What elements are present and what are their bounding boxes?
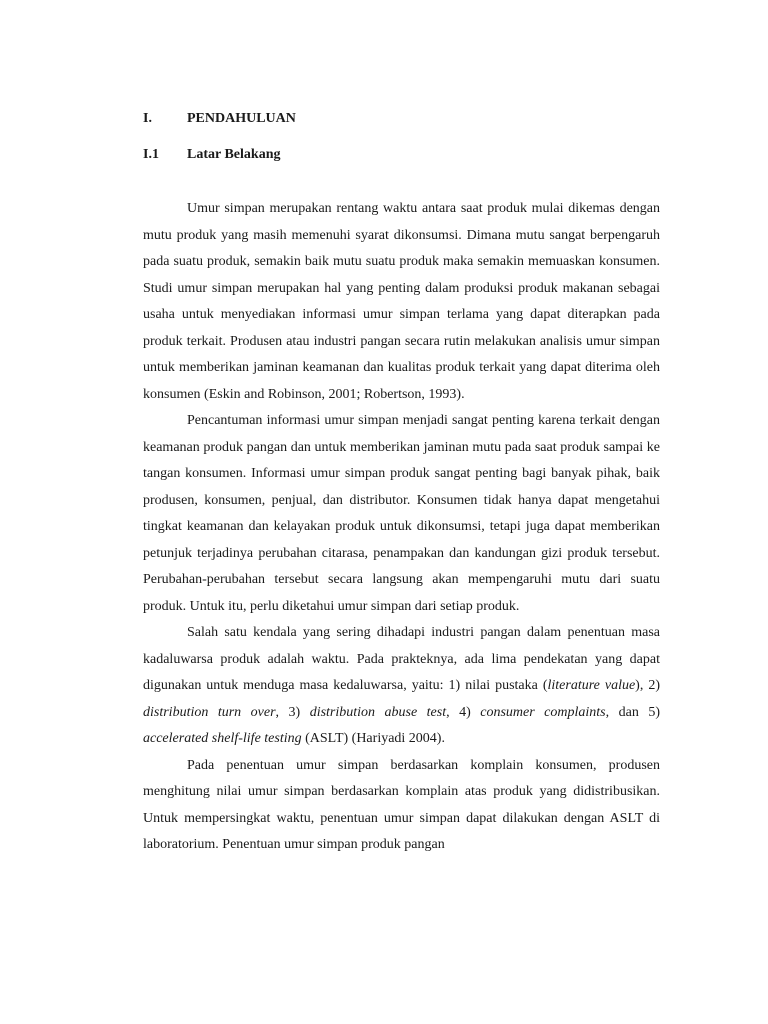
paragraph-1: Umur simpan merupakan rentang waktu antara saat produk mulai dikemas dengan mutu produk yang masih memenuhi syarat dikonsumsi. Dimana mutu sangat berpengaruh pada suatu produk, semakin baik mutu suatu produk maka semakin memuaskan konsumen. Studi umur simpan merupakan hal yang penting dalam produksi produk makanan sebagai usaha untuk menyediakan informasi umur simpan terlama yang dapat diterapkan pada produk terkait. Produsen atau industri pangan secara rutin melakukan analisis umur simpan untuk memberikan jaminan keamanan dan kualitas produk terkait yang dapat diterima oleh konsumen (Eskin and Robinson, 2001; Robertson, 1993). bbox=[143, 201, 660, 402]
paragraph-2: Pencantuman informasi umur simpan menjadi sangat penting karena terkait dengan keamanan produk pangan dan untuk memberikan jaminan mutu pada saat produk sampai ke tangan konsumen. Informasi umur simpan produk sangat penting bagi banyak pihak, baik produsen, konsumen, penjual, dan distributor. Konsumen tidak hanya dapat mengetahui tingkat keamanan dan kelayakan produk untuk dikonsumsi, tetapi juga dapat memberikan petunjuk terjadinya perubahan citarasa, penampakan dan kandungan gizi produk tersebut. Perubahan-perubahan tersebut secara langsung akan mempengaruhi mutu dari suatu produk. Untuk itu, perlu diketahui umur simpan dari setiap produk. bbox=[143, 413, 660, 614]
chapter-number: I. bbox=[143, 111, 152, 126]
text-run: , 4) bbox=[446, 704, 481, 720]
body-text bbox=[143, 196, 660, 859]
chapter-title: PENDAHULUAN bbox=[187, 111, 296, 126]
paragraph-4: Pada penentuan umur simpan berdasarkan komplain konsumen, produsen menghitung nilai umur simpan berdasarkan komplain atas produk yang didistribusikan. Untuk mempersingkat waktu, penentuan umur simpan dapat dilakukan dengan ASLT di laboratorium. Penentuan umur simpan produk pangan bbox=[143, 757, 660, 852]
text-run: (ASLT) (Hariyadi 2004). bbox=[301, 731, 445, 746]
italic-term: distribution abuse test bbox=[309, 704, 447, 720]
section-heading bbox=[143, 146, 280, 164]
text-run: Salah satu kendala yang sering dihadapi industri pangan dalam penentuan masa kadaluwarsa produk adalah waktu. Pada prakteknya, ada lima pendekatan yang dapat digunakan untuk menduga masa kedaluwarsa, yaitu: 1) nilai pustaka ( bbox=[143, 625, 660, 693]
text-run: , 3) bbox=[275, 704, 310, 720]
section-title: Latar Belakang bbox=[187, 147, 281, 162]
text-run: , dan 5) bbox=[605, 704, 660, 720]
italic-term: accelerated shelf-life testing bbox=[143, 731, 302, 746]
italic-term: consumer complaints bbox=[480, 704, 606, 720]
italic-term: distribution turn over bbox=[143, 704, 276, 720]
paragraph-3 bbox=[143, 620, 660, 753]
section-number: I.1 bbox=[143, 147, 159, 162]
chapter-heading bbox=[143, 110, 296, 128]
italic-term: literature value bbox=[547, 678, 636, 693]
text-run: ), 2) bbox=[635, 678, 660, 693]
